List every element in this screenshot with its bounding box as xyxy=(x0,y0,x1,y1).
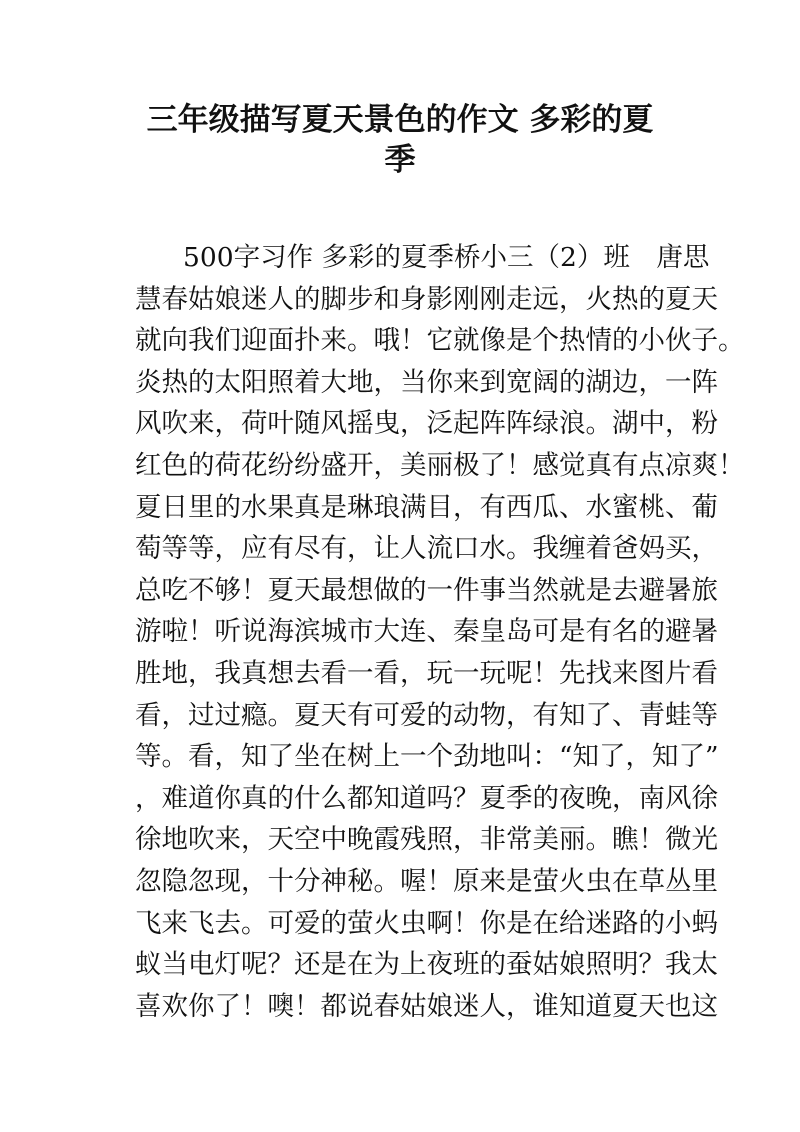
document-body xyxy=(135,237,745,1027)
paragraph-line: 蚁当电灯呢？还是在为上夜班的蚕姑娘照明？我太 xyxy=(135,949,718,981)
paragraph-line: 500字习作 多彩的夏季桥小三（2）班 唐思 xyxy=(183,242,710,273)
paragraph-line: 等。看，知了坐在树上一个劲地叫：“知了，知了” xyxy=(135,741,719,773)
paragraph-line: 看，过过瘾。夏天有可爱的动物，有知了、青蛙等 xyxy=(135,699,718,731)
paragraph-line: 风吹来，荷叶随风摇曳，泛起阵阵绿浪。湖中，粉 xyxy=(135,408,718,440)
paragraph-line: 炎热的太阳照着大地，当你来到宽阔的湖边，一阵 xyxy=(135,366,718,398)
paragraph-line: 徐地吹来，天空中晚霞残照，非常美丽。瞧！微光 xyxy=(135,824,718,856)
paragraph-line: 就向我们迎面扑来。哦！它就像是个热情的小伙子。 xyxy=(135,325,745,357)
paragraph-line: 胜地，我真想去看一看，玩一玩呢！先找来图片看 xyxy=(135,657,718,689)
paragraph-line: 忽隐忽现，十分神秘。喔！原来是萤火虫在草丛里 xyxy=(135,865,718,897)
paragraph-line: 萄等等，应有尽有，让人流口水。我缠着爸妈买， xyxy=(135,533,718,565)
document-title xyxy=(100,100,700,180)
paragraph-line: 夏日里的水果真是琳琅满目，有西瓜、水蜜桃、葡 xyxy=(135,491,718,523)
paragraph-line: 慧春姑娘迷人的脚步和身影刚刚走远，火热的夏天 xyxy=(135,283,718,315)
paragraph-line: ，难道你真的什么都知道吗？夏季的夜晚，南风徐 xyxy=(135,782,718,814)
paragraph-line: 红色的荷花纷纷盛开，美丽极了！感觉真有点凉爽！ xyxy=(135,449,745,481)
paragraph-line: 游啦！听说海滨城市大连、秦皇岛可是有名的避暑 xyxy=(135,616,718,648)
title-line: 季 xyxy=(384,142,416,178)
paragraph-line: 喜欢你了！噢！都说春姑娘迷人，谁知道夏天也这 xyxy=(135,990,718,1022)
title-line: 三年级描写夏天景色的作文 多彩的夏 xyxy=(146,102,654,138)
paragraph-line: 飞来飞去。可爱的萤火虫啊！你是在给迷路的小蚂 xyxy=(135,907,718,939)
paragraph-line: 总吃不够！夏天最想做的一件事当然就是去避暑旅 xyxy=(135,574,718,606)
